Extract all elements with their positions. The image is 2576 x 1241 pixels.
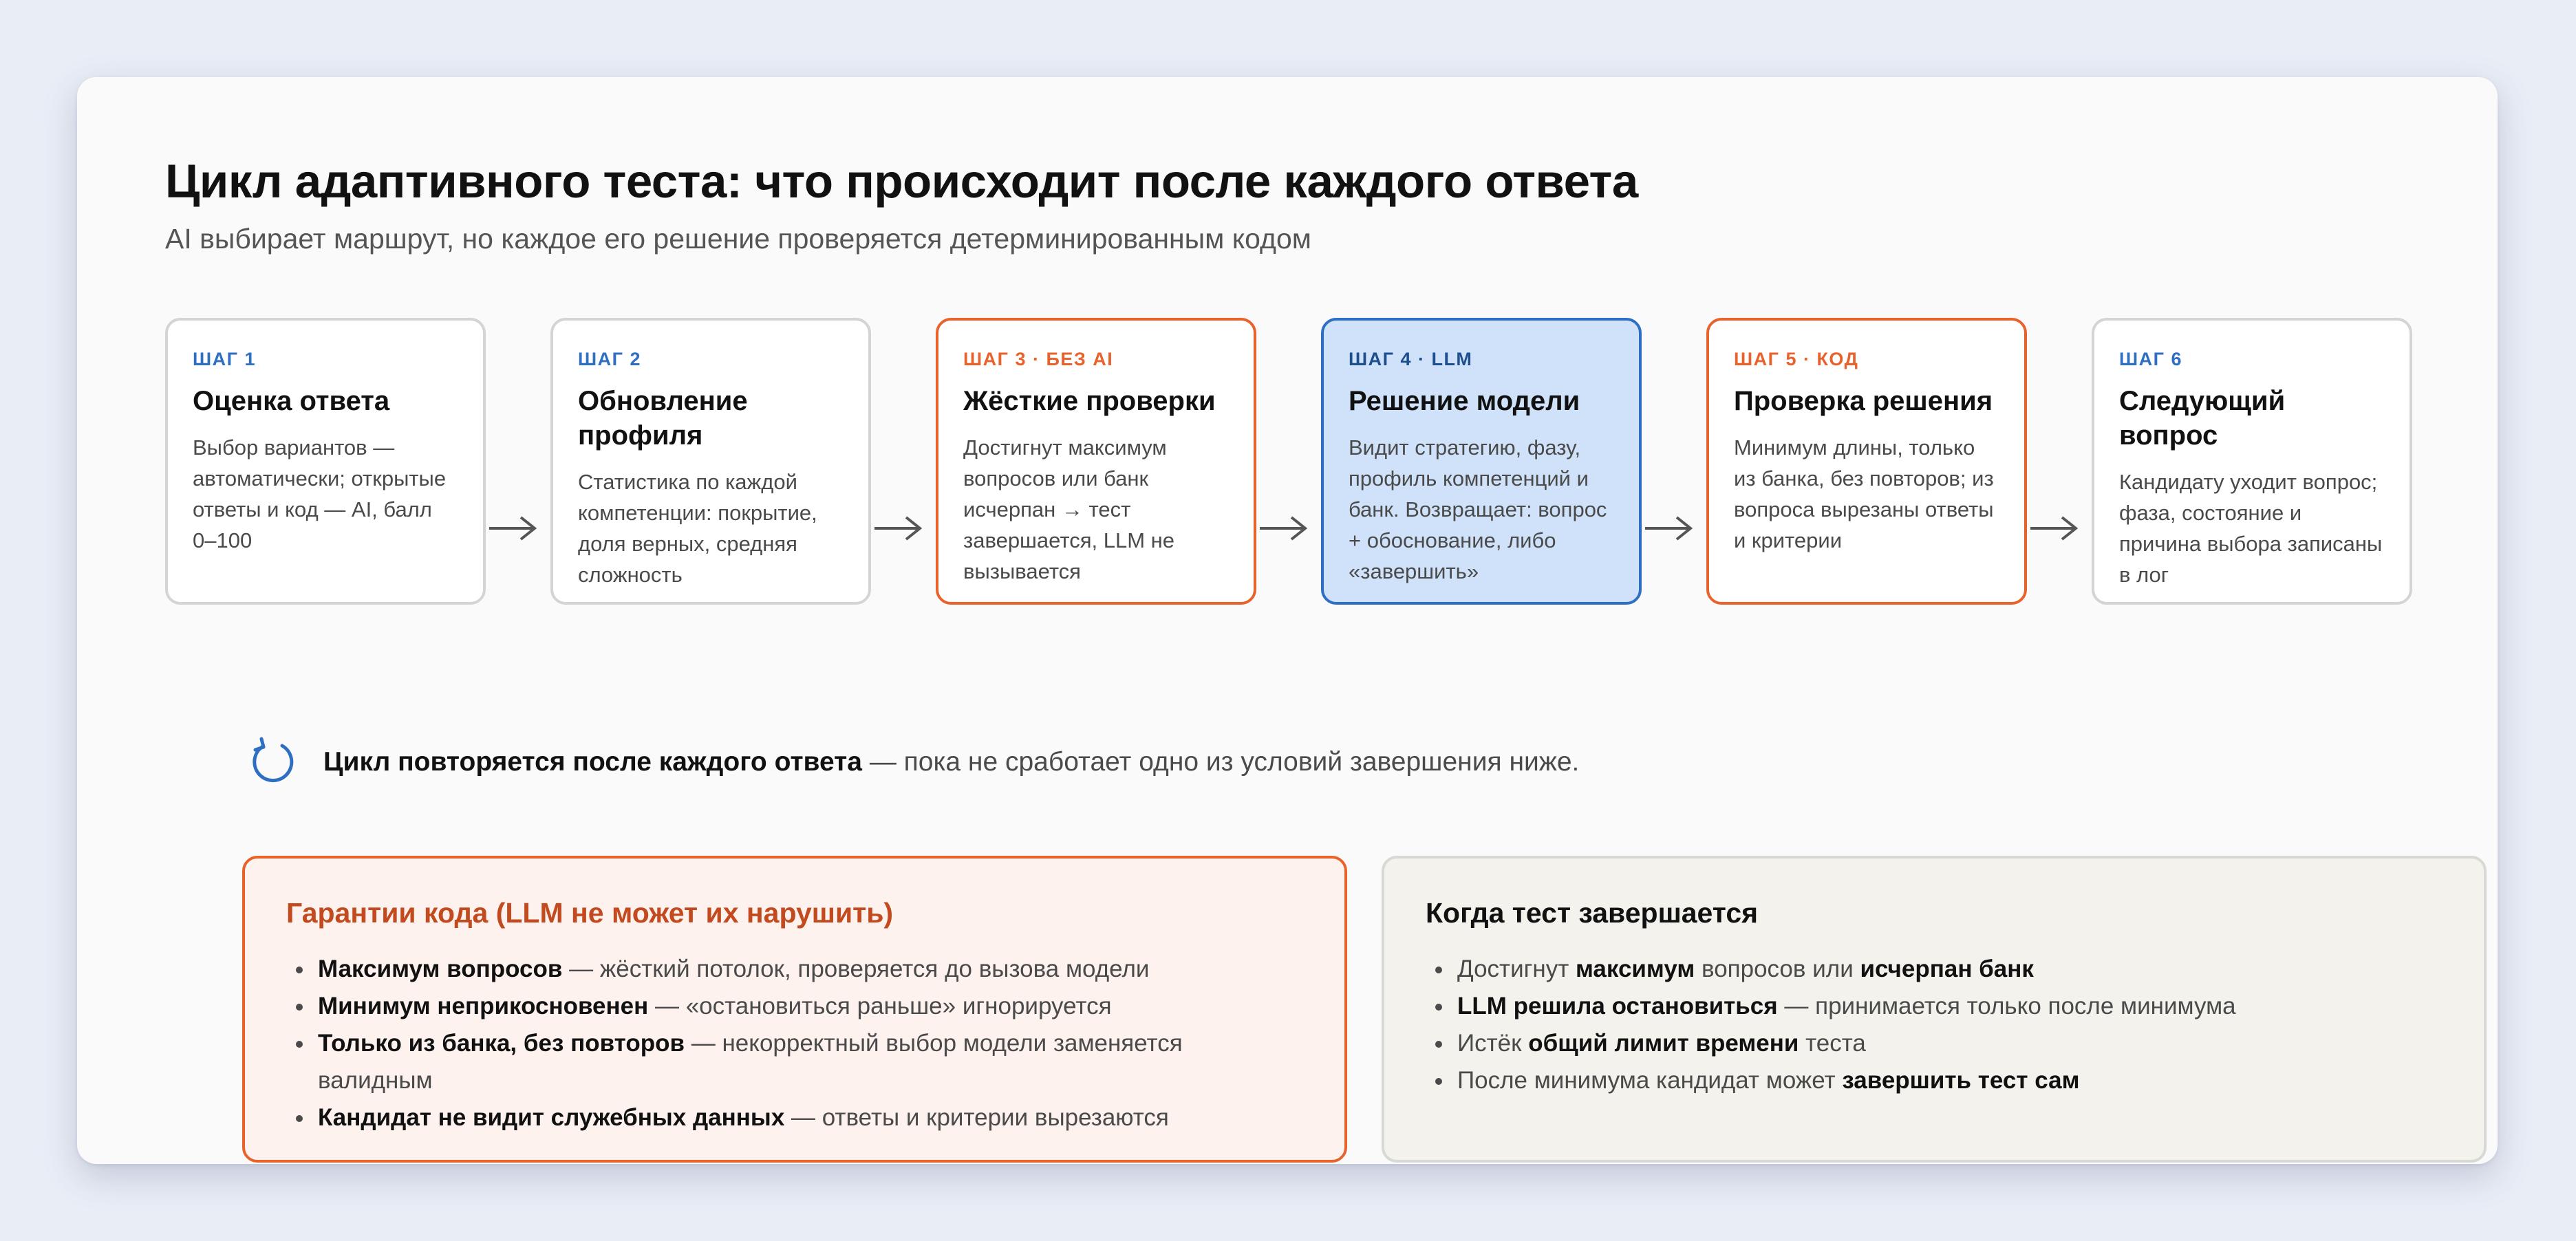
step-tag: ШАГ 1 [193,349,256,369]
list-item-bold: исчерпан банк [1860,956,2034,982]
list-item-text: После минимума кандидат может [1457,1067,1843,1094]
step-title: Проверка решения [1734,386,1993,416]
test-ends-panel [1382,856,2487,1163]
list-item-text: — некорректный выбор модели заменяется валидным [318,1030,1183,1094]
page-title: Цикл адаптивного теста: что происходит после каждого ответа [165,155,1638,208]
step-card-6 [2092,318,2412,605]
step-text: Достигнут максимум вопросов или банк исчерпан → тест завершается, LLM не вызывается [963,435,1175,583]
list-item [1426,1062,2443,1099]
test-ends-list [1426,951,2443,1099]
step-text: Выбор вариантов — автоматически; открытые ответы и код — AI, балл 0–100 [193,435,447,552]
list-item-text: Истёк [1457,1030,1529,1057]
list-item-bold: Кандидат не видит служебных данных [318,1104,785,1131]
step-tag: ШАГ 6 [2119,349,2182,369]
step-tag: ШАГ 4 · LLM [1349,349,1473,369]
list-item [286,988,1303,1025]
arrow-right-icon [488,513,537,543]
step-title: Решение модели [1349,386,1580,416]
list-item-bold: завершить тест сам [1842,1067,2080,1094]
list-item [1426,1025,2443,1062]
step-tag: ШАГ 5 · КОД [1734,349,1859,369]
list-item-bold: LLM решила остановиться [1457,993,1778,1019]
list-item-text: теста [1799,1030,1866,1057]
step-title: Обновление профиля [578,386,748,451]
list-item-text: — принимается только после минимума [1777,993,2236,1019]
list-item-bold: Только из банка, без повторов [318,1030,685,1057]
list-item-text: Достигнут [1457,956,1576,982]
step-card-4 [1321,318,1642,605]
guarantees-list [286,951,1303,1136]
arrow-right-icon [1644,513,1693,543]
repeat-note [323,747,1579,777]
step-title: Следующий вопрос [2119,386,2286,451]
list-item-text: вопросов или [1695,956,1860,982]
step-tag: ШАГ 3 · БЕЗ AI [963,349,1114,369]
guarantees-panel [242,856,1347,1163]
list-item-text: — «остановиться раньше» игнорируется [648,993,1112,1019]
step-title: Оценка ответа [193,386,390,416]
page-subtitle: AI выбирает маршрут, но каждое его решение проверяется детерминированным кодом [165,223,1311,255]
step-text: Статистика по каждой компетенции: покрытие, доля верных, средняя сложность [578,470,817,587]
list-item-bold: Максимум вопросов [318,956,563,982]
arrow-right-icon [1258,513,1308,543]
step-card-3 [936,318,1256,605]
refresh-icon [248,736,297,786]
guarantees-title: Гарантии кода (LLM не может их нарушить) [286,897,894,929]
list-item [286,1025,1303,1099]
list-item [286,1099,1303,1136]
list-item-text: — жёсткий потолок, проверяется до вызова модели [562,956,1150,982]
repeat-note-bold: Цикл повторяется после каждого ответа [323,747,862,777]
step-card-2 [550,318,871,605]
list-item [1426,951,2443,988]
step-text: Минимум длины, только из банка, без повторов; из вопроса вырезаны ответы и критерии [1734,435,1994,552]
main-card [77,77,2498,1164]
arrow-right-icon [2029,513,2079,543]
step-text: Видит стратегию, фазу, профиль компетенций и банк. Возвращает: вопрос + обоснование, либо «завершить» [1349,435,1607,583]
step-tag: ШАГ 2 [578,349,641,369]
list-item-bold: общий лимит времени [1528,1030,1799,1057]
list-item [286,951,1303,988]
step-card-5 [1706,318,2027,605]
step-text: Кандидату уходит вопрос; фаза, состояние и причина выбора записаны в лог [2119,470,2383,587]
list-item-bold: максимум [1576,956,1695,982]
step-card-1 [165,318,486,605]
list-item-bold: Минимум неприкосновенен [318,993,649,1019]
list-item-text: — ответы и критерии вырезаются [784,1104,1169,1131]
list-item [1426,988,2443,1025]
test-ends-title: Когда тест завершается [1426,897,1759,929]
arrow-right-icon [873,513,923,543]
repeat-note-rest: — пока не сработает одно из условий завершения ниже. [861,747,1580,777]
step-title: Жёсткие проверки [963,386,1216,416]
